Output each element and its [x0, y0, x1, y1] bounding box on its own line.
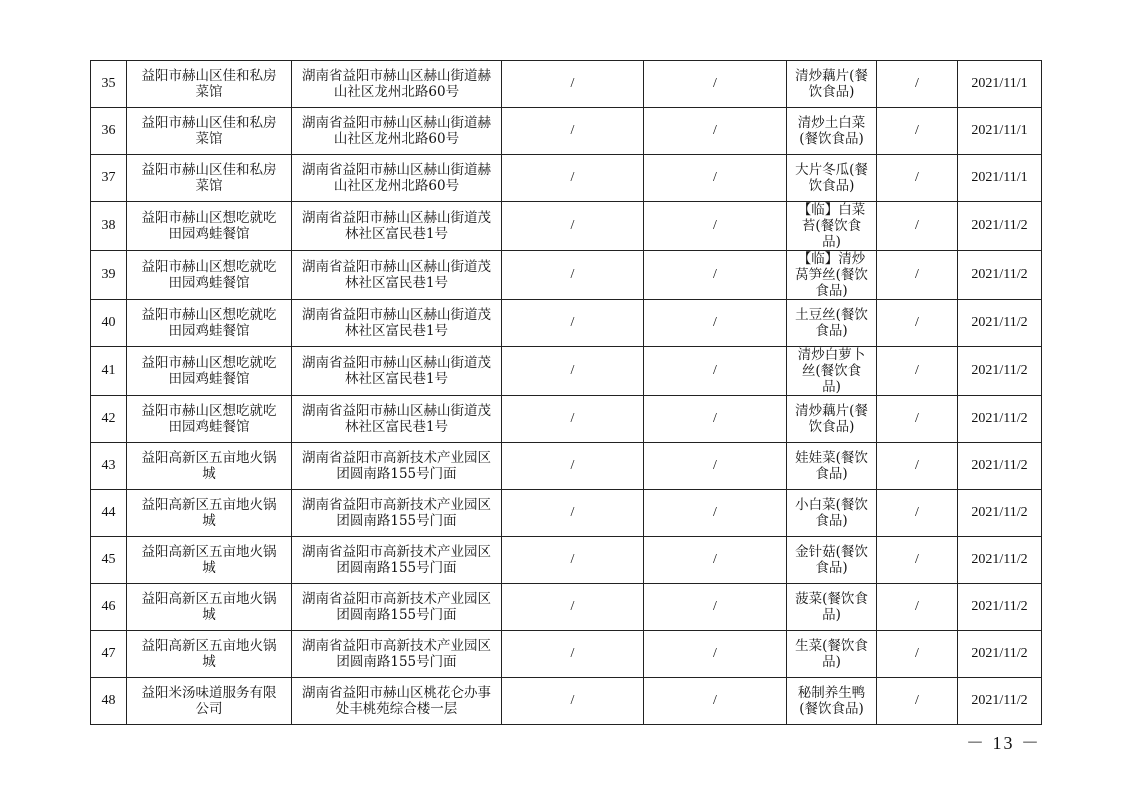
empty-field-cell: /: [877, 108, 958, 155]
food-name-cell: 土豆丝(餐饮食品): [787, 300, 877, 347]
business-name-cell: 益阳市赫山区佳和私房菜馆: [127, 155, 292, 202]
table-row: [91, 61, 1042, 108]
row-number-cell: 39: [91, 251, 127, 300]
empty-field-cell: /: [877, 490, 958, 537]
row-number-cell: 45: [91, 537, 127, 584]
empty-field-cell: /: [644, 300, 787, 347]
table-row: [91, 631, 1042, 678]
table-row: [91, 347, 1042, 396]
food-name-cell: 清炒藕片(餐饮食品): [787, 61, 877, 108]
empty-field-cell: /: [644, 251, 787, 300]
date-cell: 2021/11/2: [958, 443, 1042, 490]
empty-field-cell: /: [502, 108, 644, 155]
address-cell: 湖南省益阳市赫山区赫山街道赫山社区龙州北路60号: [292, 155, 502, 202]
row-number-cell: 46: [91, 584, 127, 631]
empty-field-cell: /: [502, 443, 644, 490]
empty-field-cell: /: [644, 584, 787, 631]
empty-field-cell: /: [877, 396, 958, 443]
food-name-cell: 娃娃菜(餐饮食品): [787, 443, 877, 490]
empty-field-cell: /: [502, 155, 644, 202]
empty-field-cell: /: [877, 61, 958, 108]
empty-field-cell: /: [877, 678, 958, 725]
business-name-cell: 益阳米汤味道服务有限公司: [127, 678, 292, 725]
empty-field-cell: /: [877, 584, 958, 631]
empty-field-cell: /: [502, 631, 644, 678]
empty-field-cell: /: [502, 678, 644, 725]
data-table: [90, 60, 1042, 725]
empty-field-cell: /: [877, 631, 958, 678]
business-name-cell: 益阳市赫山区佳和私房菜馆: [127, 108, 292, 155]
date-cell: 2021/11/2: [958, 300, 1042, 347]
date-cell: 2021/11/2: [958, 347, 1042, 396]
row-number-cell: 38: [91, 202, 127, 251]
address-cell: 湖南省益阳市赫山区赫山街道赫山社区龙州北路60号: [292, 108, 502, 155]
address-cell: 湖南省益阳市赫山区桃花仑办事处丰桃苑综合楼一层: [292, 678, 502, 725]
address-cell: 湖南省益阳市高新技术产业园区团圆南路155号门面: [292, 443, 502, 490]
business-name-cell: 益阳高新区五亩地火锅城: [127, 443, 292, 490]
empty-field-cell: /: [644, 108, 787, 155]
empty-field-cell: /: [644, 678, 787, 725]
empty-field-cell: /: [877, 155, 958, 202]
empty-field-cell: /: [502, 396, 644, 443]
empty-field-cell: /: [644, 443, 787, 490]
address-cell: 湖南省益阳市赫山区赫山街道茂林社区富民巷1号: [292, 251, 502, 300]
empty-field-cell: /: [877, 347, 958, 396]
date-cell: 2021/11/2: [958, 396, 1042, 443]
date-cell: 2021/11/1: [958, 108, 1042, 155]
table-row: [91, 202, 1042, 251]
table-row: [91, 584, 1042, 631]
table-row: [91, 490, 1042, 537]
empty-field-cell: /: [877, 443, 958, 490]
date-cell: 2021/11/2: [958, 251, 1042, 300]
food-name-cell: 菠菜(餐饮食品): [787, 584, 877, 631]
food-name-cell: 大片冬瓜(餐饮食品): [787, 155, 877, 202]
empty-field-cell: /: [644, 202, 787, 251]
empty-field-cell: /: [644, 631, 787, 678]
date-cell: 2021/11/1: [958, 61, 1042, 108]
empty-field-cell: /: [502, 537, 644, 584]
empty-field-cell: /: [644, 155, 787, 202]
address-cell: 湖南省益阳市赫山区赫山街道茂林社区富民巷1号: [292, 347, 502, 396]
table-row: [91, 678, 1042, 725]
business-name-cell: 益阳市赫山区想吃就吃田园鸡蛙餐馆: [127, 347, 292, 396]
empty-field-cell: /: [644, 61, 787, 108]
date-cell: 2021/11/2: [958, 678, 1042, 725]
empty-field-cell: /: [502, 584, 644, 631]
address-cell: 湖南省益阳市赫山区赫山街道赫山社区龙州北路60号: [292, 61, 502, 108]
empty-field-cell: /: [644, 490, 787, 537]
table-body: [91, 61, 1042, 725]
food-name-cell: 生菜(餐饮食品): [787, 631, 877, 678]
row-number-cell: 43: [91, 443, 127, 490]
business-name-cell: 益阳市赫山区想吃就吃田园鸡蛙餐馆: [127, 202, 292, 251]
food-name-cell: 清炒藕片(餐饮食品): [787, 396, 877, 443]
row-number-cell: 37: [91, 155, 127, 202]
date-cell: 2021/11/2: [958, 490, 1042, 537]
address-cell: 湖南省益阳市赫山区赫山街道茂林社区富民巷1号: [292, 300, 502, 347]
row-number-cell: 36: [91, 108, 127, 155]
row-number-cell: 48: [91, 678, 127, 725]
address-cell: 湖南省益阳市高新技术产业园区团圆南路155号门面: [292, 631, 502, 678]
empty-field-cell: /: [502, 490, 644, 537]
empty-field-cell: /: [877, 300, 958, 347]
date-cell: 2021/11/2: [958, 584, 1042, 631]
table-row: [91, 108, 1042, 155]
table-row: [91, 251, 1042, 300]
empty-field-cell: /: [877, 202, 958, 251]
business-name-cell: 益阳市赫山区想吃就吃田园鸡蛙餐馆: [127, 396, 292, 443]
empty-field-cell: /: [502, 202, 644, 251]
row-number-cell: 42: [91, 396, 127, 443]
food-name-cell: 秘制养生鸭(餐饮食品): [787, 678, 877, 725]
empty-field-cell: /: [877, 251, 958, 300]
empty-field-cell: /: [644, 537, 787, 584]
business-name-cell: 益阳高新区五亩地火锅城: [127, 631, 292, 678]
date-cell: 2021/11/1: [958, 155, 1042, 202]
table-row: [91, 155, 1042, 202]
business-name-cell: 益阳高新区五亩地火锅城: [127, 490, 292, 537]
business-name-cell: 益阳市赫山区佳和私房菜馆: [127, 61, 292, 108]
date-cell: 2021/11/2: [958, 202, 1042, 251]
table-row: [91, 537, 1042, 584]
business-name-cell: 益阳高新区五亩地火锅城: [127, 584, 292, 631]
business-name-cell: 益阳市赫山区想吃就吃田园鸡蛙餐馆: [127, 251, 292, 300]
food-name-cell: 清炒白萝卜丝(餐饮食品): [787, 347, 877, 396]
business-name-cell: 益阳高新区五亩地火锅城: [127, 537, 292, 584]
empty-field-cell: /: [502, 347, 644, 396]
empty-field-cell: /: [502, 251, 644, 300]
row-number-cell: 35: [91, 61, 127, 108]
address-cell: 湖南省益阳市高新技术产业园区团圆南路155号门面: [292, 490, 502, 537]
table-row: [91, 443, 1042, 490]
food-name-cell: 【临】白菜苔(餐饮食品): [787, 202, 877, 251]
empty-field-cell: /: [877, 537, 958, 584]
empty-field-cell: /: [644, 396, 787, 443]
page-number: － 13 －: [966, 733, 1041, 753]
row-number-cell: 41: [91, 347, 127, 396]
address-cell: 湖南省益阳市赫山区赫山街道茂林社区富民巷1号: [292, 396, 502, 443]
food-name-cell: 清炒土白菜(餐饮食品): [787, 108, 877, 155]
empty-field-cell: /: [644, 347, 787, 396]
table-row: [91, 300, 1042, 347]
food-name-cell: 金针菇(餐饮食品): [787, 537, 877, 584]
food-name-cell: 小白菜(餐饮食品): [787, 490, 877, 537]
table-row: [91, 396, 1042, 443]
empty-field-cell: /: [502, 61, 644, 108]
row-number-cell: 47: [91, 631, 127, 678]
empty-field-cell: /: [502, 300, 644, 347]
date-cell: 2021/11/2: [958, 537, 1042, 584]
business-name-cell: 益阳市赫山区想吃就吃田园鸡蛙餐馆: [127, 300, 292, 347]
address-cell: 湖南省益阳市高新技术产业园区团圆南路155号门面: [292, 584, 502, 631]
row-number-cell: 40: [91, 300, 127, 347]
row-number-cell: 44: [91, 490, 127, 537]
date-cell: 2021/11/2: [958, 631, 1042, 678]
food-name-cell: 【临】清炒莴笋丝(餐饮食品): [787, 251, 877, 300]
address-cell: 湖南省益阳市高新技术产业园区团圆南路155号门面: [292, 537, 502, 584]
address-cell: 湖南省益阳市赫山区赫山街道茂林社区富民巷1号: [292, 202, 502, 251]
